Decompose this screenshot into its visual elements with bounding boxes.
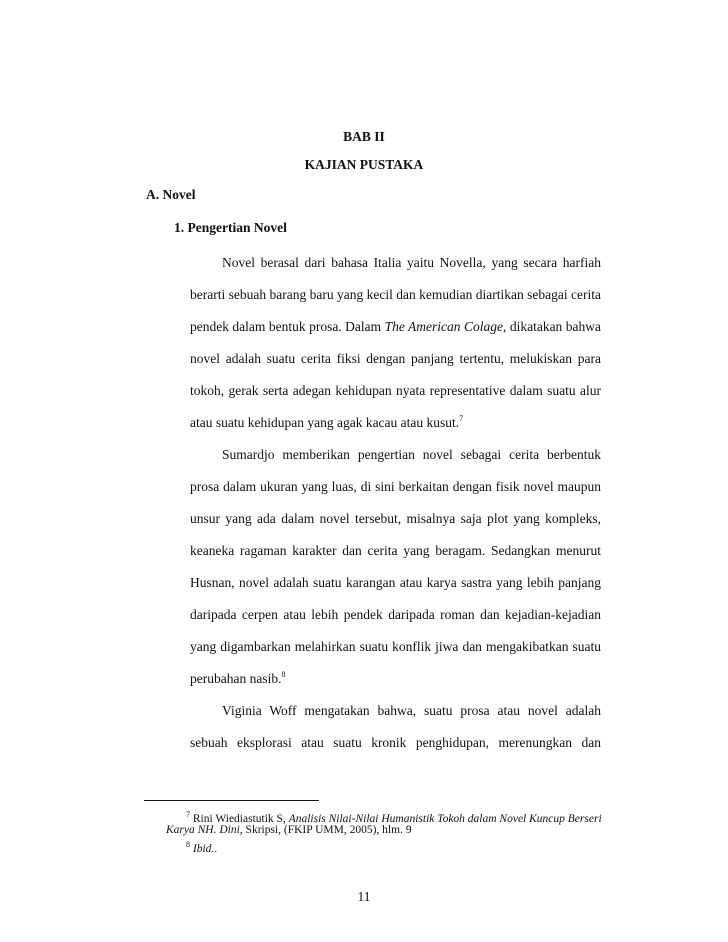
chapter-title: KAJIAN PUSTAKA — [304, 157, 424, 172]
para1-line6-text: atau suatu kehidupan yang agak kacau atau kusut. — [190, 415, 460, 430]
footnote-ref-8: 8 — [281, 670, 286, 679]
footnote-8-number: 8 — [186, 840, 190, 849]
subsection-heading: 1. Pengertian Novel — [174, 220, 287, 235]
para1-line3-b: , dikatakan bahwa — [503, 319, 601, 334]
footnote-8-period: . — [214, 843, 218, 855]
section-heading: A. Novel — [146, 187, 196, 202]
footnote-8-ibid: Ibid. — [190, 843, 215, 855]
para1-line3 — [190, 319, 601, 335]
page-number: 11 — [357, 889, 371, 904]
footnote-7-line2 — [166, 823, 412, 837]
footnote-7-title-cont: Karya NH. Dini, — [166, 824, 243, 836]
footnote-8 — [186, 838, 217, 856]
footnote-7-number: 7 — [186, 810, 190, 819]
para2-line2: prosa dalam ukuran yang luas, di sini berkaitan dengan fisik novel maupun — [190, 479, 601, 494]
para2-line1: Sumardjo memberikan pengertian novel sebagai cerita berbentuk — [222, 447, 601, 462]
para2-line8 — [190, 671, 601, 687]
footnote-separator — [144, 800, 319, 801]
para1-line5: tokoh, gerak serta adegan kehidupan nyata representative dalam suatu alur — [190, 383, 601, 398]
para2-line4: keaneka ragaman karakter dan cerita yang beragam. Sedangkan menurut — [190, 543, 601, 558]
para1-line4: novel adalah suatu cerita fiksi dengan panjang tertentu, melukiskan para — [190, 351, 601, 366]
footnote-7-source: Skripsi, (FKIP UMM, 2005), hlm. 9 — [242, 824, 412, 836]
footnote-ref-7: 7 — [459, 414, 464, 423]
para2-line3: unsur yang ada dalam novel tersebut, misalnya saja plot yang kompleks, — [190, 511, 601, 526]
para2-line5: Husnan, novel adalah suatu karangan atau karya sastra yang lebih panjang — [190, 575, 601, 590]
para2-line8-text: perubahan nasib. — [190, 671, 282, 686]
book-title: The American Colage — [384, 319, 503, 334]
para1-line6 — [190, 415, 601, 431]
para2-line6: daripada cerpen atau lebih pendek daripada roman dan kejadian-kejadian — [190, 607, 601, 622]
para1-line3-a: pendek dalam bentuk prosa. Dalam — [190, 319, 385, 334]
para1-line2: berarti sebuah barang baru yang kecil dan kemudian diartikan sebagai cerita — [190, 287, 601, 302]
para1-line1: Novel berasal dari bahasa Italia yaitu Novella, yang secara harfiah — [222, 255, 601, 270]
para3-line2: sebuah eksplorasi atau suatu kronik penghidupan, merenungkan dan — [190, 735, 601, 750]
para3-line1: Viginia Woff mengatakan bahwa, suatu prosa atau novel adalah — [222, 703, 601, 718]
footnote-7-author: Rini Wiediastutik S, — [190, 813, 289, 825]
para2-line7: yang digambarkan melahirkan suatu konflik jiwa dan mengakibatkan suatu — [190, 639, 601, 654]
footnote-7-title: Analisis Nilai-Nilai Humanistik Tokoh dalam Novel Kuncup Berseri — [288, 813, 602, 825]
chapter-number: BAB II — [343, 129, 385, 144]
